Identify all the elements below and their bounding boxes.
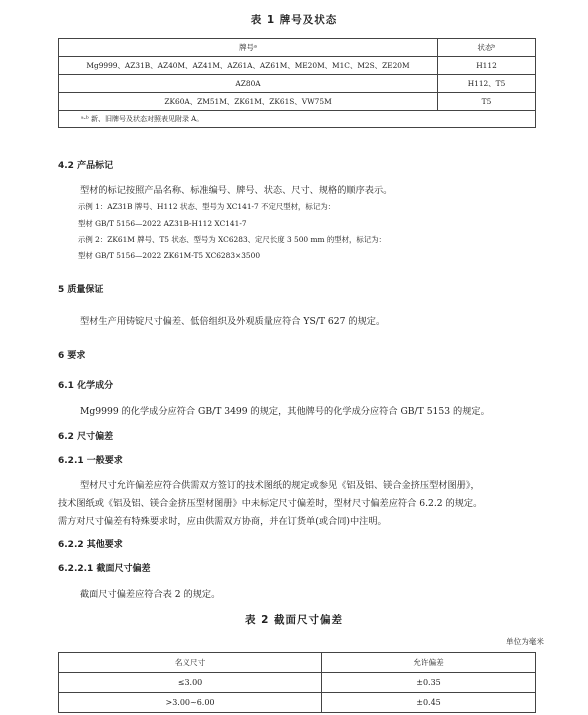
section-6-2-1-line-1: 型材尺寸允许偏差应符合供需双方签订的技术图纸的规定或参见《铝及铝、镁合金挤压型材图册》，	[80, 480, 480, 491]
section-6-2-1-line-2: 技术图纸或《铝及铝、镁合金挤压型材图册》中未标定尺寸偏差时，型材尺寸偏差应符合 6.2.2 的规定。	[58, 498, 483, 509]
section-6-2-2-1-paragraph: 截面尺寸偏差应符合表 2 的规定。	[80, 589, 221, 600]
example-2-mark: 型材 GB/T 5156—2022 ZK61M-T5 XC6283×3500	[78, 251, 261, 260]
section-4-2-heading: 4.2 产品标记	[58, 161, 114, 171]
section-6-1-paragraph: Mg9999 的化学成分应符合 GB/T 3499 的规定，其他牌号的化学成分应符合 GB/T 5153 的规定。	[80, 406, 490, 417]
table-row	[59, 693, 536, 713]
section-5-heading: 5 质量保证	[58, 285, 104, 295]
table2-header-size: 名义尺寸	[59, 653, 322, 673]
table2-cell: ≤3.00	[59, 673, 322, 693]
section-6-2-heading: 6.2 尺寸偏差	[58, 432, 114, 442]
table2-cell: ±0.35	[322, 673, 536, 693]
table1-cell: ZK60A、ZM51M、ZK61M、ZK61S、VW75M	[59, 93, 438, 111]
example-1-mark: 型材 GB/T 5156—2022 AZ31B-H112 XC141-7	[78, 219, 247, 228]
section-6-2-2-1-heading: 6.2.2.1 截面尺寸偏差	[58, 564, 151, 574]
section-6-2-1-heading: 6.2.1 一般要求	[58, 456, 123, 466]
table2-header-tolerance: 允许偏差	[322, 653, 536, 673]
table-row	[59, 75, 536, 93]
table-row	[59, 57, 536, 75]
table1-note-row	[59, 111, 536, 128]
table-row	[59, 673, 536, 693]
section-4-2-paragraph: 型材的标记按照产品名称、标准编号、牌号、状态、尺寸、规格的顺序表示。	[80, 185, 393, 196]
table1	[58, 38, 536, 128]
table1-cell: T5	[438, 93, 536, 111]
table1-header-row	[59, 39, 536, 57]
table2-cell: ±0.45	[322, 693, 536, 713]
example-1-text: 示例 1：AZ31B 牌号、H112 状态、型号为 XC141-7 不定尺型材，标记为：	[78, 202, 335, 211]
table1-cell: AZ80A	[59, 75, 438, 93]
section-6-1-heading: 6.1 化学成分	[58, 381, 114, 391]
table2-cell: >3.00~6.00	[59, 693, 322, 713]
table1-note: ᵃ·ᵇ 新、旧牌号及状态对照表见附录 A。	[59, 111, 536, 128]
table1-header-temper: 状态ᵇ	[438, 39, 536, 57]
table-row	[59, 93, 536, 111]
section-6-2-1-line-3: 需方对尺寸偏差有特殊要求时，应由供需双方协商，并在订货单(或合同)中注明。	[58, 516, 387, 527]
section-6-2-2-heading: 6.2.2 其他要求	[58, 540, 123, 550]
section-5-paragraph: 型材生产用铸锭尺寸偏差、低倍组织及外观质量应符合 YS/T 627 的规定。	[80, 316, 386, 327]
table1-caption: 表 1 牌号及状态	[250, 14, 338, 26]
section-6-heading: 6 要求	[58, 351, 86, 361]
table1-cell: Mg9999、AZ31B、AZ40M、AZ41M、AZ61A、AZ61M、ME20M、M1C、M2S、ZE20M	[59, 57, 438, 75]
table1-header-grade: 牌号ᵃ	[59, 39, 438, 57]
table2	[58, 652, 536, 713]
table2-header-row	[59, 653, 536, 673]
table1-cell: H112	[438, 57, 536, 75]
table2-caption: 表 2 截面尺寸偏差	[244, 614, 344, 626]
table2-unit: 单位为毫米	[506, 637, 544, 646]
table1-cell: H112、T5	[438, 75, 536, 93]
example-2-text: 示例 2：ZK61M 牌号、T5 状态、型号为 XC6283、定尺长度 3 500 mm 的型材，标记为：	[78, 235, 386, 244]
